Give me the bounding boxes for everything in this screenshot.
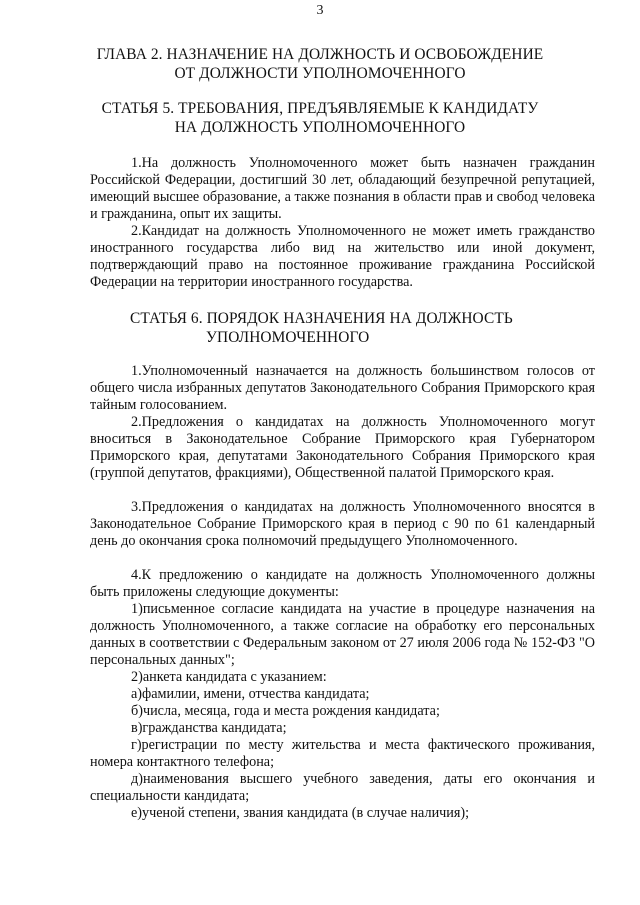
article6-subitem: 2)анкета кандидата с указанием:	[131, 669, 327, 685]
article5-paragraph: 1.На должность Уполномоченного может быть назначен гражданин Российской Федерации, достигший 30 лет, обладающий безупречной репутацией, имеющий высшее образование, а также познания в области прав и свобод человека и гражданина, опыт их защиты.	[90, 155, 595, 223]
article5-heading	[0, 99, 640, 137]
article6-paragraph: 1.Уполномоченный назначается на должность большинством голосов от общего числа избранных депутатов Законодательного Собрания Приморского края тайным голосованием.	[90, 363, 595, 414]
article6-paragraph: 2.Предложения о кандидатах на должность Уполномоченного могут вноситься в Законодательное Собрание Приморского края Губернатором Приморского края, депутатами Законодательного Собрания Приморского края (группой депутатов, фракциями), Общественной палатой Приморского края.	[90, 414, 595, 482]
article5-heading-line1: СТАТЬЯ 5. ТРЕБОВАНИЯ, ПРЕДЪЯВЛЯЕМЫЕ К КАНДИДАТУ	[101, 100, 539, 117]
article6-subitem: е)ученой степени, звания кандидата (в случае наличия);	[131, 805, 470, 821]
chapter-heading-line2: ОТ ДОЛЖНОСТИ УПОЛНОМОЧЕННОГО	[174, 65, 466, 82]
article6-heading	[130, 309, 610, 347]
page-number: 3	[316, 3, 324, 18]
article6-subitem: 1)письменное согласие кандидата на участие в процедуре назначения на должность Уполномоченного, а также согласие на обработку его персональных данных в соответствии с Федеральным законом от 27 июля 2006 года № 152-ФЗ "О персональных данных";	[90, 601, 595, 669]
article6-subitem: б)числа, месяца, года и места рождения кандидата;	[131, 703, 440, 719]
article5-heading-line2: НА ДОЛЖНОСТЬ УПОЛНОМОЧЕННОГО	[174, 119, 466, 136]
article6-subitem: в)гражданства кандидата;	[131, 720, 287, 736]
article5-paragraph: 2.Кандидат на должность Уполномоченного не может иметь гражданство иностранного государства либо вид на жительство или иной документ, подтверждающий право на постоянное проживание гражданина Российской Федерации на территории иностранного государства.	[90, 223, 595, 291]
chapter-heading	[0, 45, 640, 83]
article6-heading-line1: СТАТЬЯ 6. ПОРЯДОК НАЗНАЧЕНИЯ НА ДОЛЖНОСТЬ	[130, 310, 513, 327]
article6-paragraph: 4.К предложению о кандидате на должность Уполномоченного должны быть приложены следующие документы:	[90, 567, 595, 601]
article6-heading-line2: УПОЛНОМОЧЕННОГО	[206, 329, 370, 346]
article6-subitem: д)наименования высшего учебного заведения, даты его окончания и специальности кандидата;	[90, 771, 595, 805]
article6-subitem: а)фамилии, имени, отчества кандидата;	[131, 686, 370, 702]
article6-subitem: г)регистрации по месту жительства и места фактического проживания, номера контактного телефона;	[90, 737, 595, 771]
article6-paragraph: 3.Предложения о кандидатах на должность Уполномоченного вносятся в Законодательное Собрание Приморского края в период с 90 по 61 календарный день до окончания срока полномочий предыдущего Уполномоченного.	[90, 499, 595, 550]
chapter-heading-line1: ГЛАВА 2. НАЗНАЧЕНИЕ НА ДОЛЖНОСТЬ И ОСВОБОЖДЕНИЕ	[96, 46, 544, 63]
